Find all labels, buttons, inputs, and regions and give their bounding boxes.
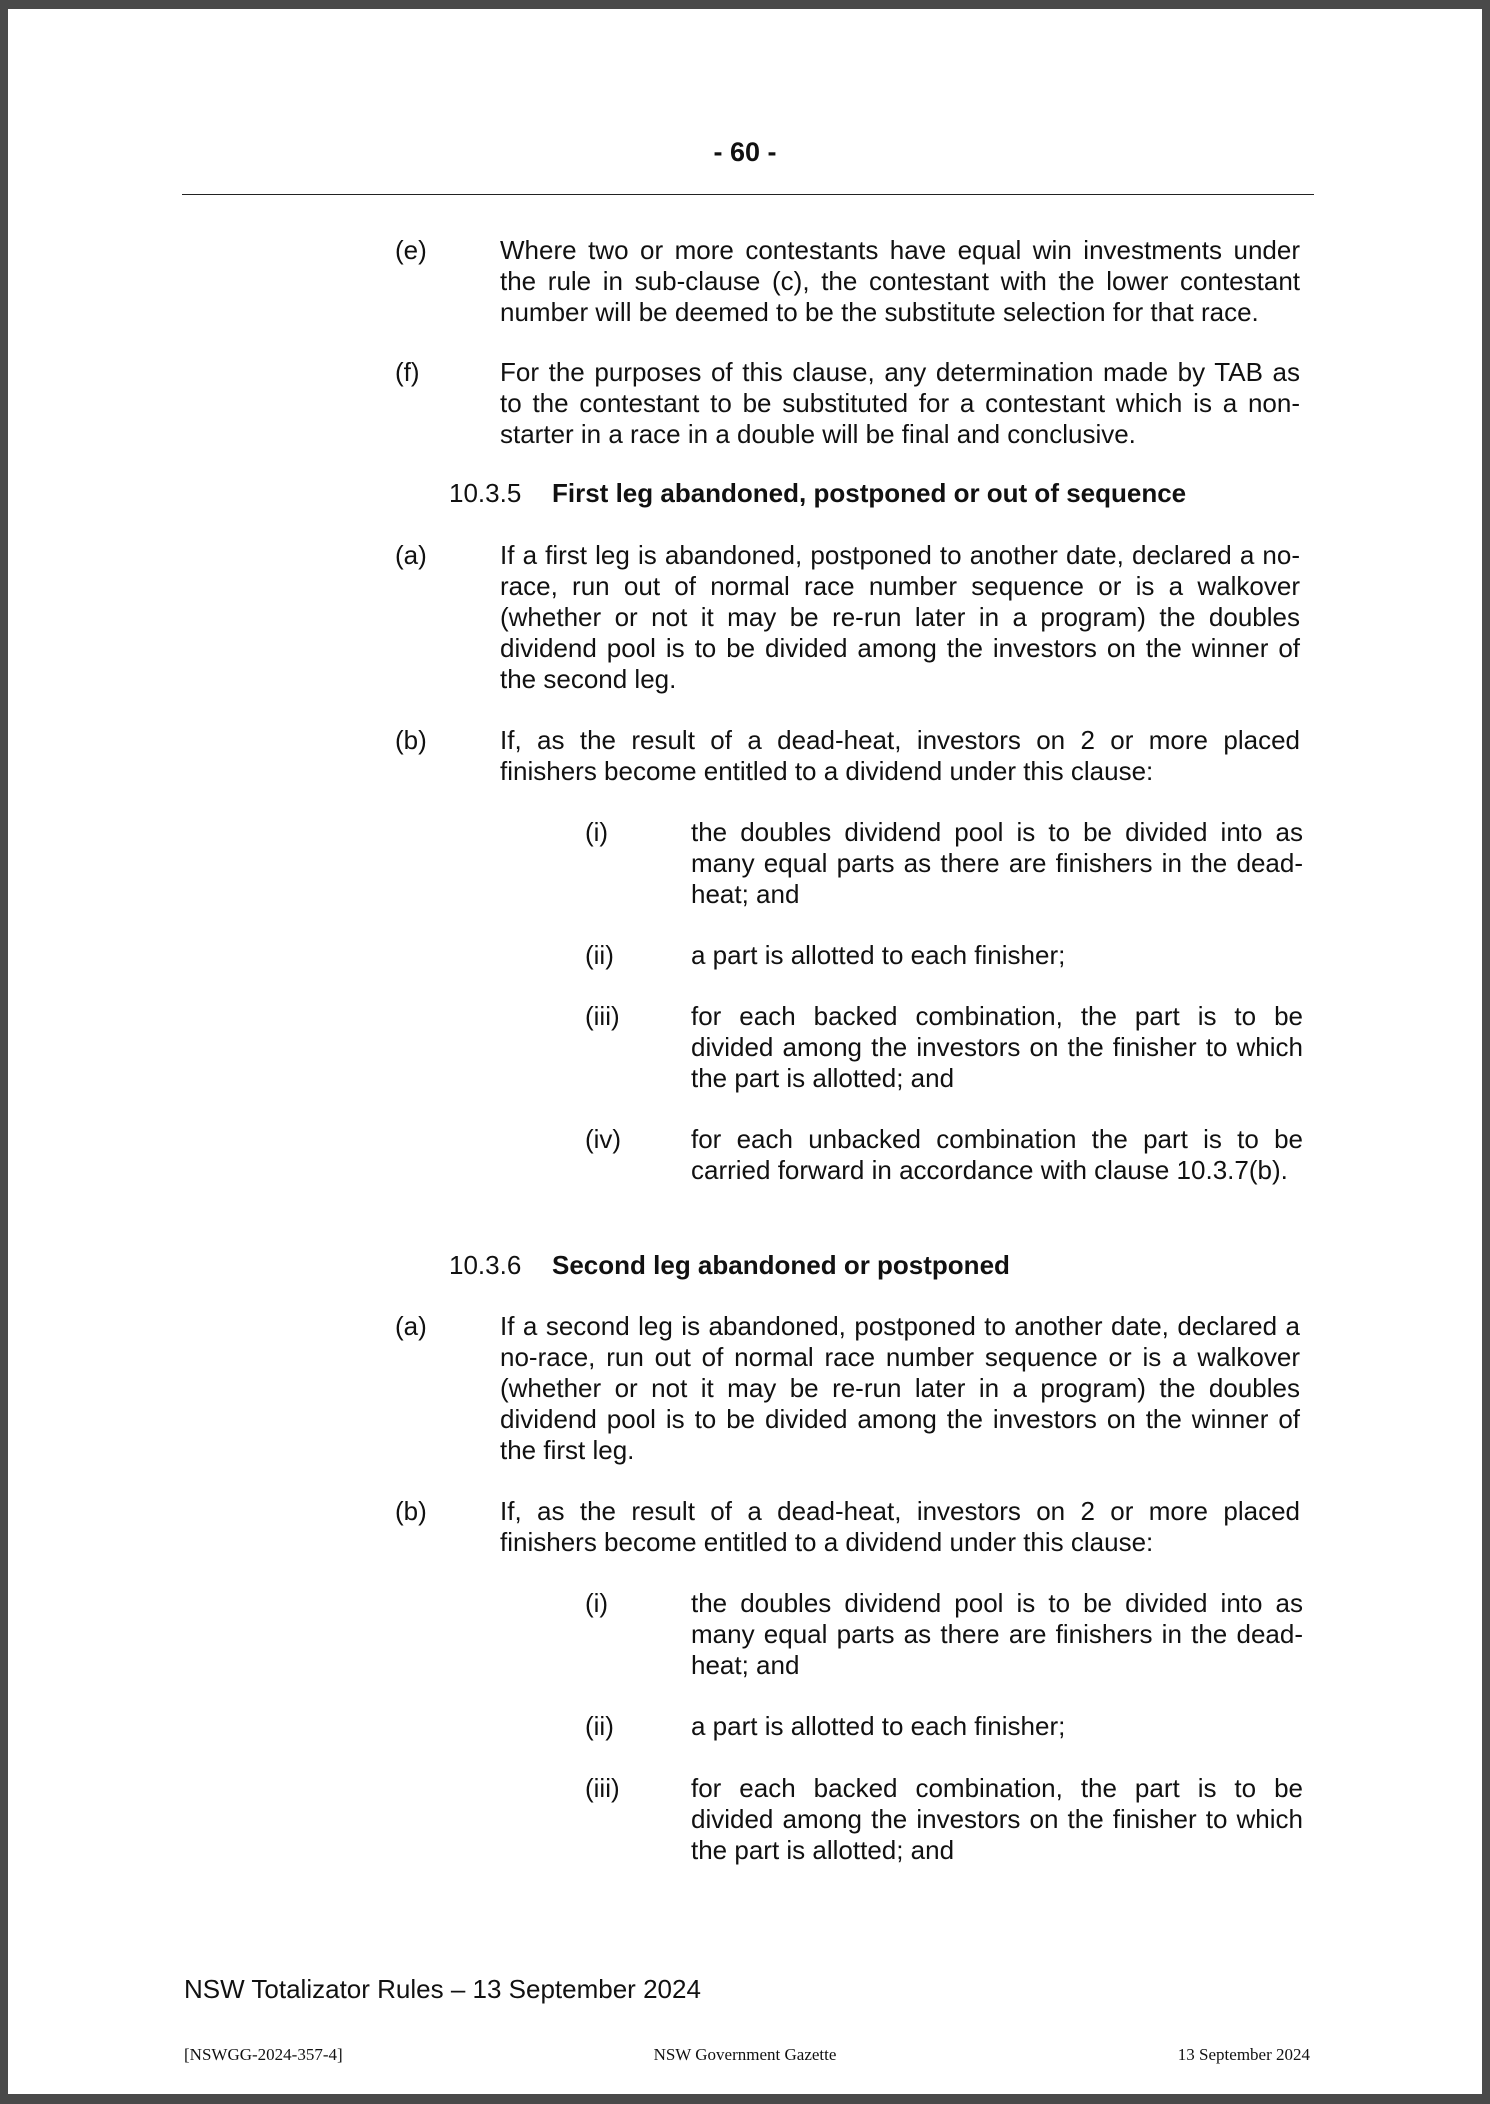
subclause-text: for each backed combination, the part is to be divided among the investors on the finisher to which the part is allotted; and (691, 1773, 1303, 1865)
gazette-date: 13 September 2024 (1177, 2045, 1310, 2064)
subclause-label: (iii) (585, 1773, 620, 1803)
clause-text: If a second leg is abandoned, postponed to another date, declared a no-race, run out of normal race number sequence or is a walkover (whether or not it may be re-run later in a program) the doubles dividend pool is to be divided among the investors on the winner of the first leg. (500, 1311, 1300, 1465)
subclause-text: the doubles dividend pool is to be divided into as many equal parts as there are finishers in the dead-heat; and (691, 817, 1303, 909)
document-page (8, 9, 1482, 2094)
clause-label: (b) (395, 1496, 427, 1526)
subclause-text: for each backed combination, the part is to be divided among the investors on the finisher to which the part is allotted; and (691, 1001, 1303, 1093)
clause-text: Where two or more contestants have equal win investments under the rule in sub-clause (c), the contestant with the lower contestant number will be deemed to be the substitute selection for that race. (500, 235, 1300, 327)
subclause-label: (ii) (585, 940, 614, 970)
subclause-text: for each unbacked combination the part is to be carried forward in accordance with clause 10.3.7(b). (691, 1124, 1303, 1185)
clause-label: (e) (395, 235, 427, 265)
subclause-label: (ii) (585, 1711, 614, 1741)
subclause-text: a part is allotted to each finisher; (691, 940, 1066, 970)
header-rule (182, 194, 1314, 195)
subclause-label: (iii) (585, 1001, 620, 1031)
clause-label: (a) (395, 1311, 427, 1341)
gazette-name: NSW Government Gazette (653, 2045, 837, 2064)
clause-label: (b) (395, 725, 427, 755)
clause-label: (a) (395, 540, 427, 570)
subclause-label: (i) (585, 817, 609, 847)
gazette-reference: [NSWGG-2024-357-4] (184, 2045, 343, 2064)
clause-text: If, as the result of a dead-heat, investors on 2 or more placed finishers become entitled to a dividend under this clause: (500, 1496, 1300, 1557)
page-number: - 60 - (713, 137, 777, 167)
subclause-label: (i) (585, 1588, 609, 1618)
section-title: Second leg abandoned or postponed (552, 1250, 1010, 1280)
clause-text: If a first leg is abandoned, postponed to another date, declared a no-race, run out of normal race number sequence or is a walkover (whether or not it may be re-run later in a program) the doubles dividend pool is to be divided among the investors on the winner of the second leg. (500, 540, 1300, 694)
section-title: First leg abandoned, postponed or out of sequence (552, 478, 1187, 508)
subclause-label: (iv) (585, 1124, 622, 1154)
subclause-text: the doubles dividend pool is to be divided into as many equal parts as there are finishers in the dead-heat; and (691, 1588, 1303, 1680)
section-number: 10.3.6 (449, 1250, 522, 1280)
clause-text: If, as the result of a dead-heat, investors on 2 or more placed finishers become entitled to a dividend under this clause: (500, 725, 1300, 786)
section-number: 10.3.5 (449, 478, 522, 508)
clause-label: (f) (395, 357, 420, 387)
footer-document-title: NSW Totalizator Rules – 13 September 2024 (184, 1974, 701, 2004)
clause-text: For the purposes of this clause, any determination made by TAB as to the contestant to be substituted for a contestant which is a non-starter in a race in a double will be final and conclusive. (500, 357, 1300, 449)
subclause-text: a part is allotted to each finisher; (691, 1711, 1066, 1741)
